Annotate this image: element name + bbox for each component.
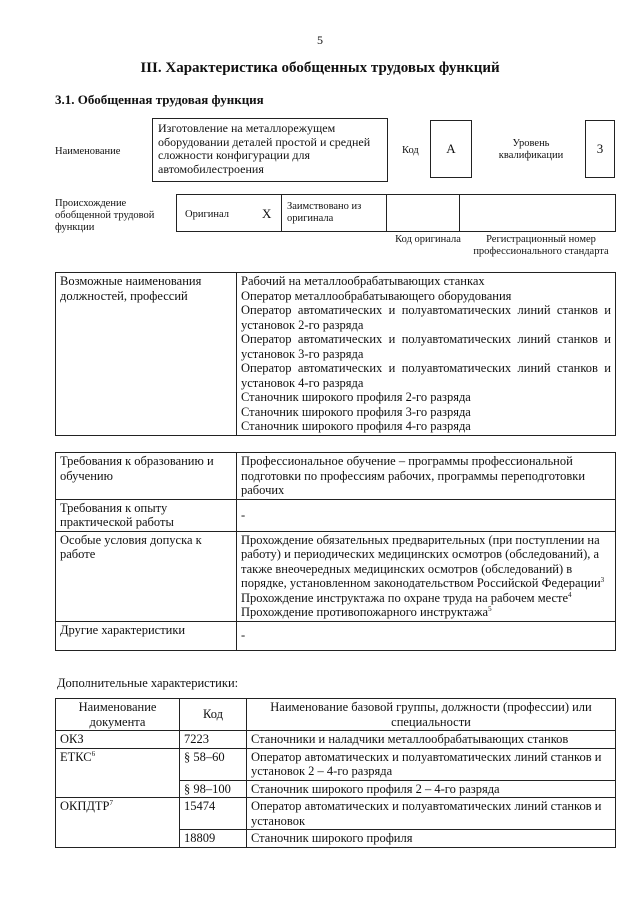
section-title: III. Характеристика обобщенных трудовых функций: [140, 60, 500, 76]
list-item: Оператор автоматических и полуавтоматических линий станков и установок 4-го разряда: [241, 361, 611, 390]
footnote-ref: 4: [568, 590, 572, 599]
other-value: -: [237, 621, 616, 650]
okpdtr-code: 18809: [180, 830, 247, 848]
okz-doc: ОКЗ: [56, 731, 180, 749]
origin-divider: [459, 195, 460, 231]
positions-table: [55, 272, 616, 436]
table-row: [56, 798, 616, 830]
page-number: 5: [317, 33, 323, 47]
level-box: [585, 120, 615, 178]
code-box: [430, 120, 472, 178]
list-item: Станочник широкого профиля 4-го разряда: [241, 419, 471, 433]
etks-code: § 58–60: [180, 748, 247, 780]
etks-doc-cell: [56, 748, 180, 798]
footnote-ref: 5: [488, 604, 492, 613]
table-row: [56, 453, 616, 500]
table-row: [56, 748, 616, 780]
etks-code: § 98–100: [180, 780, 247, 798]
table-row: [56, 531, 616, 621]
special-item: Прохождение обязательных предварительных (при поступлении на работу) и периодических медицинских осмотров (обследований), а также внеочередных медицинских осмотров (обследований) в порядке, установленном законодательством Российской Федерации: [241, 532, 601, 590]
list-item: Оператор автоматических и полуавтоматических линий станков и установок 3-го разряда: [241, 332, 611, 361]
col-doc-header: Наименование документа: [56, 699, 180, 731]
function-name-box: [152, 118, 388, 182]
code-caption: Код оригинала: [395, 234, 461, 245]
okpdtr-doc-cell: [56, 798, 180, 848]
additional-title: Дополнительные характеристики:: [57, 676, 239, 690]
list-item: Рабочий на металлообрабатывающих станках: [241, 274, 485, 288]
borrowed-label: Заимствовано из оригинала: [287, 201, 362, 224]
positions-list: [237, 273, 616, 436]
table-row: [56, 273, 616, 436]
additional-table: [55, 698, 616, 848]
origin-box: [176, 194, 616, 232]
function-name-value: Изготовление на металлорежущем оборудовании деталей простой и средней сложности конфигурации для автомобилестроения: [158, 121, 371, 176]
footnote-ref: 3: [600, 575, 605, 584]
special-item: Прохождение противопожарного инструктажа: [241, 605, 489, 619]
level-value: 3: [596, 141, 604, 156]
table-row: [56, 621, 616, 650]
etks-name: Оператор автоматических и полуавтоматических линий станков и установок 2 – 4-го разряда: [247, 748, 616, 780]
table-row: [56, 731, 616, 749]
code-value: А: [446, 141, 456, 156]
edu-label: Требования к образованию и обучению: [56, 453, 237, 500]
special-conditions: [237, 531, 616, 621]
origin-divider: [386, 195, 387, 231]
list-item: Станочник широкого профиля 2-го разряда: [241, 390, 471, 404]
col-code-header: Код: [180, 699, 247, 731]
other-label: Другие характеристики: [56, 621, 237, 650]
reg-caption: Регистрационный номер профессионального стандарта: [473, 234, 609, 257]
subsection-title: 3.1. Обобщенная трудовая функция: [55, 92, 264, 107]
table-row: [56, 699, 616, 731]
code-label: Код: [402, 145, 419, 156]
origin-label: Происхождение обобщенной трудовой функции: [55, 198, 155, 233]
positions-label: Возможные наименования должностей, профессий: [56, 273, 237, 436]
exp-value: -: [237, 499, 616, 531]
requirements-table: [55, 452, 616, 651]
edu-value: Профессиональное обучение – программы профессиональной подготовки по профессиям рабочих, программы переподготовки рабочих: [237, 453, 616, 500]
list-item: Станочник широкого профиля 3-го разряда: [241, 404, 471, 419]
origin-divider: [281, 195, 282, 231]
footnote-ref: 6: [91, 749, 96, 758]
okpdtr-doc: ОКПДТР: [60, 799, 110, 813]
table-row: [56, 499, 616, 531]
original-label: Оригинал: [185, 209, 229, 220]
name-label: Наименование: [55, 146, 121, 157]
original-mark: Х: [262, 206, 272, 221]
special-item: Прохождение инструктажа по охране труда на рабочем месте: [241, 590, 569, 605]
etks-name: Станочник широкого профиля 2 – 4-го разряда: [247, 780, 616, 798]
exp-label: Требования к опыту практической работы: [56, 499, 237, 531]
okz-code: 7223: [180, 731, 247, 749]
footnote-ref: 7: [109, 798, 114, 807]
list-item: Оператор металлообрабатывающего оборудования: [241, 288, 512, 303]
level-label: Уровень квалификации: [498, 138, 564, 161]
okz-name: Станочники и наладчики металлообрабатывающих станков: [247, 731, 616, 749]
etks-doc: ЕТКС: [60, 749, 92, 764]
special-label: Особые условия допуска к работе: [56, 531, 237, 621]
okpdtr-code: 15474: [180, 798, 247, 830]
list-item: Оператор автоматических и полуавтоматических линий станков и установок 2-го разряда: [241, 303, 611, 332]
okpdtr-name: Оператор автоматических и полуавтоматических линий станков и установок: [247, 798, 616, 830]
col-name-header: Наименование базовой группы, должности (профессии) или специальности: [247, 699, 616, 731]
okpdtr-name: Станочник широкого профиля: [247, 830, 616, 848]
